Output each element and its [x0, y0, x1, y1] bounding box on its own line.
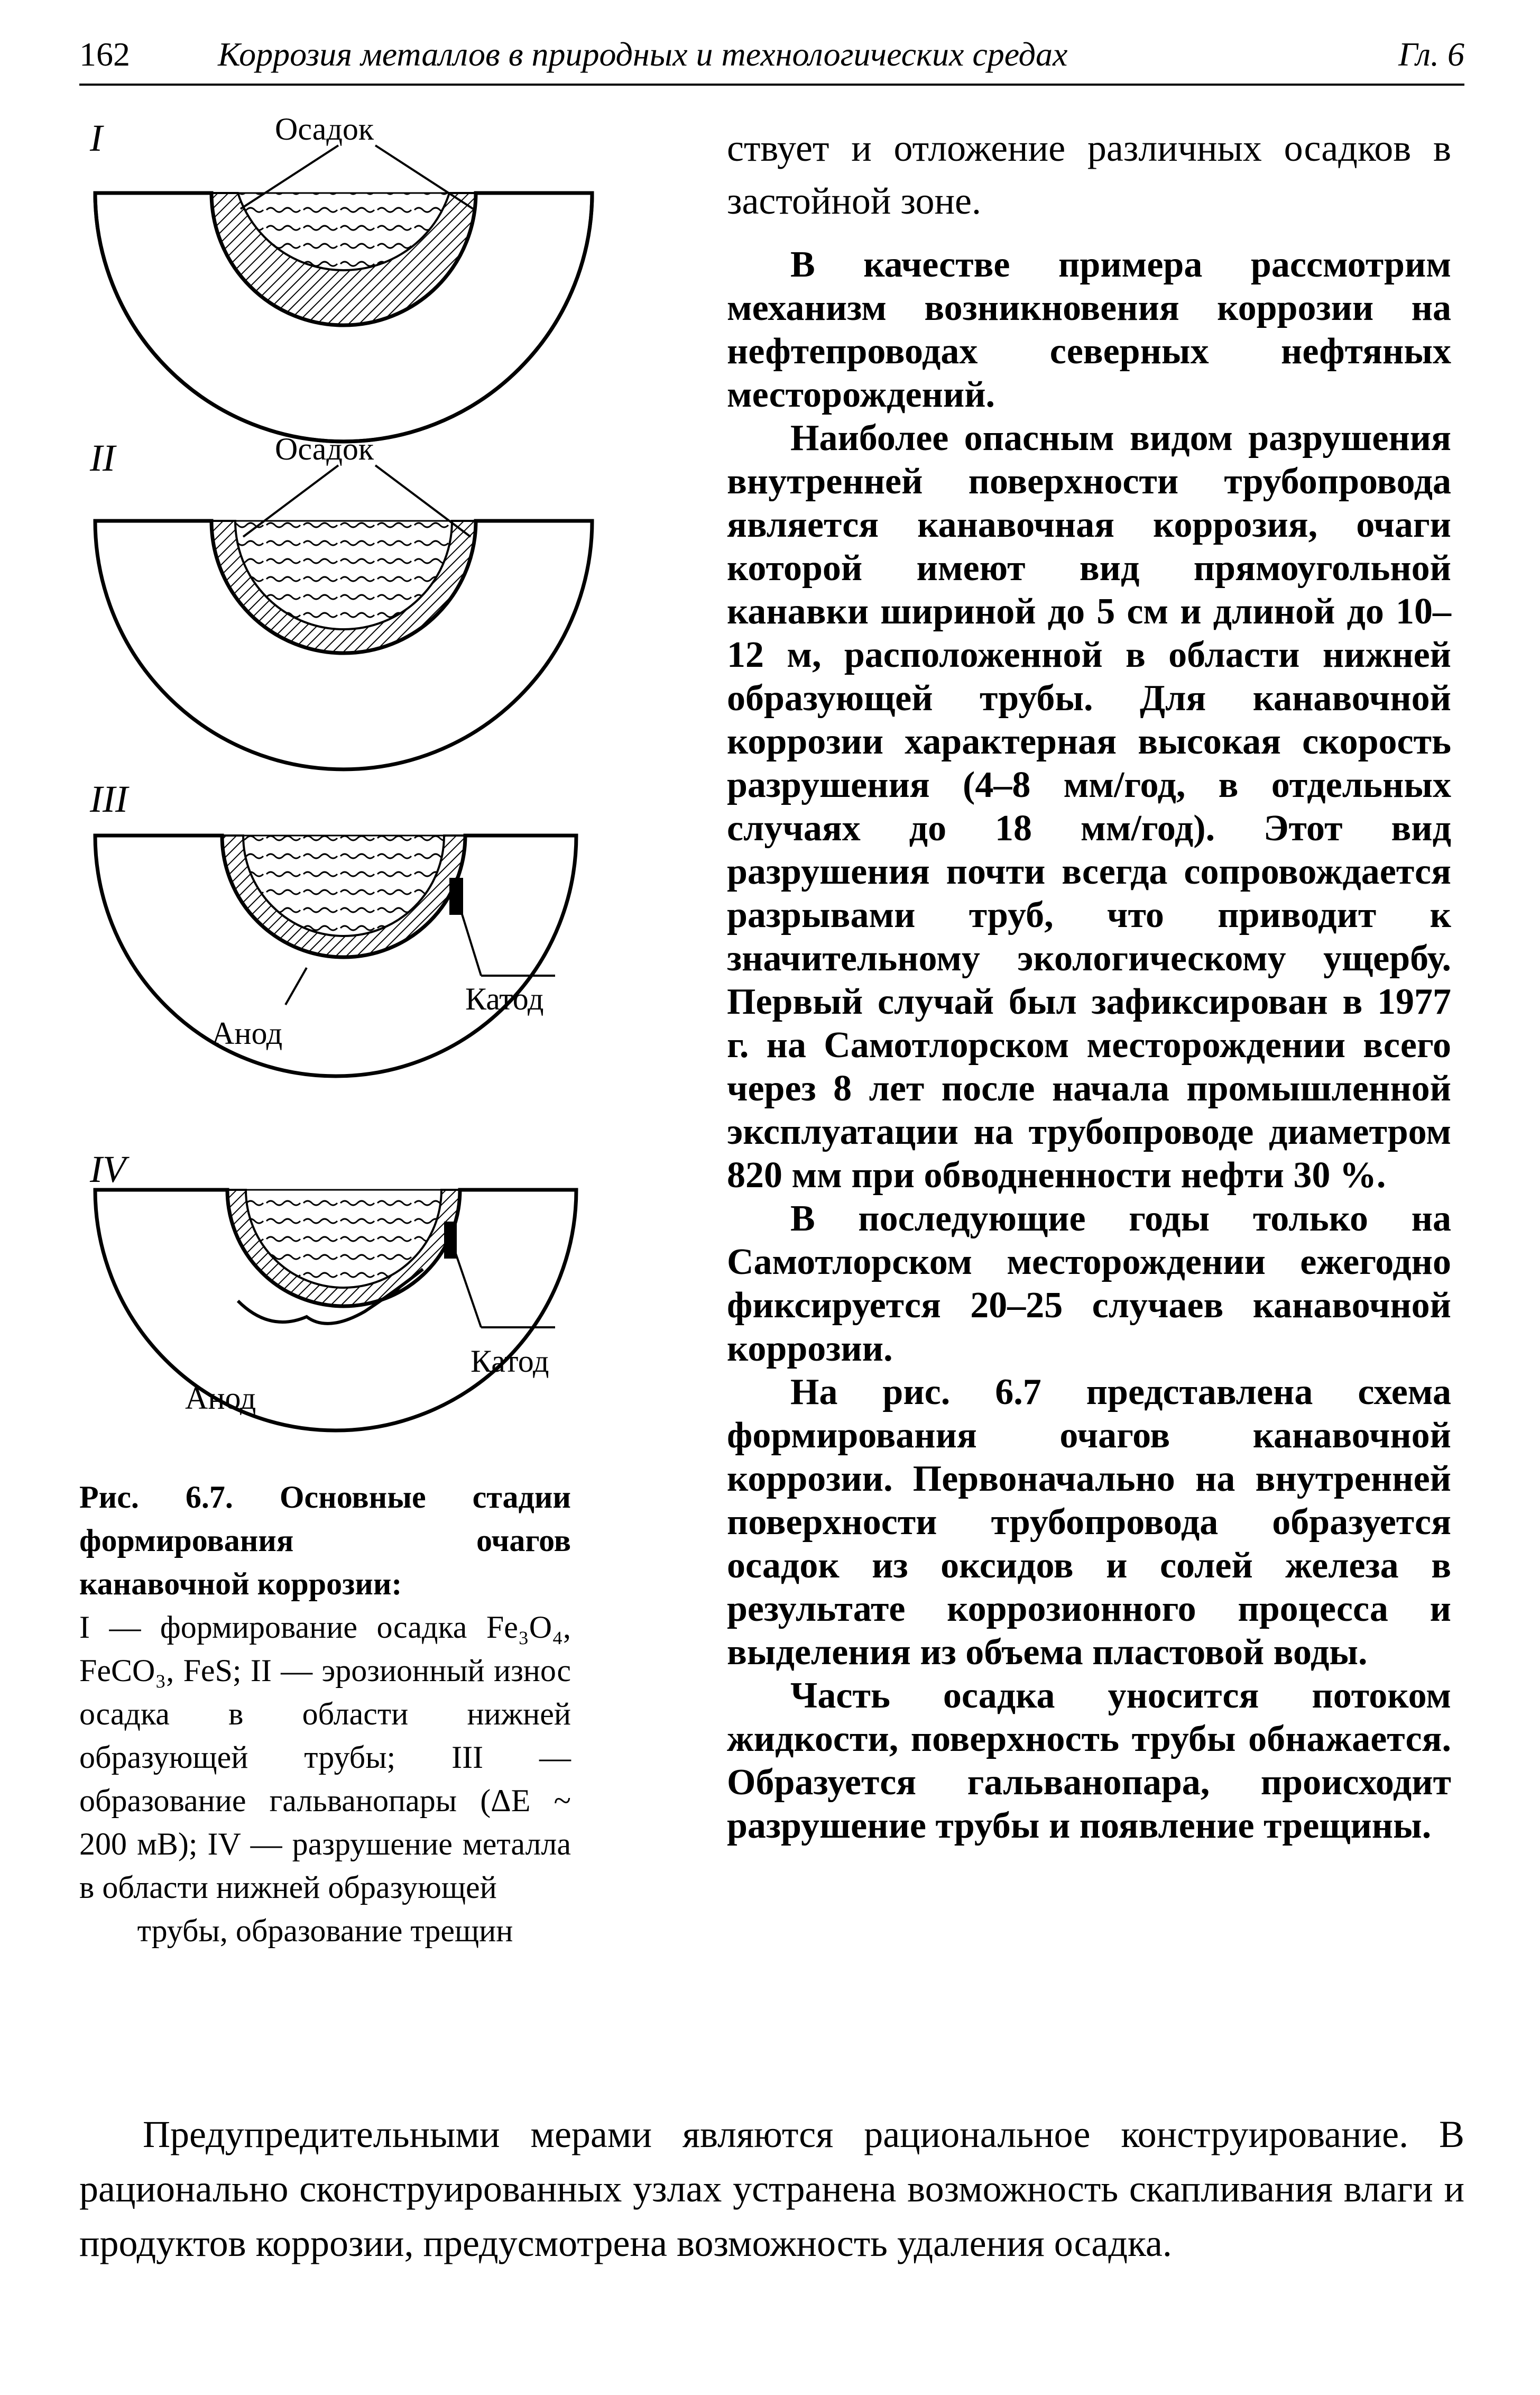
figure-caption	[79, 1475, 571, 1952]
stage-3-label-anode: Анод	[211, 1016, 283, 1051]
stage-3-drawing	[95, 836, 576, 1076]
caption-body: I — формирование осадка Fe₃O₄, FeCO₃, FeS; II — эрозионный износ осадка в области нижней образующей трубы; III — образование гальванопары (ΔE ~ 200 мВ); IV — разрушение металла в области нижней образующей	[79, 1610, 571, 1905]
figure-6-7	[79, 111, 608, 1449]
paragraph-4: На рис. 6.7 представлена схема формирования очагов канавочной коррозии. Первоначально на внутренней поверхности трубопровода образуется осадок из оксидов и солей железа в результате коррозионного процесса и выделения из объема пластовой воды.	[727, 1372, 1451, 1673]
caption-body-last-line: трубы, образование трещин	[137, 1913, 513, 1948]
stage-3-label-cathode: Катод	[465, 981, 544, 1016]
stage-2-numeral: II	[90, 437, 115, 479]
stage-2-label-sediment: Осадок	[275, 432, 374, 466]
chapter-label: Гл. 6	[1398, 35, 1464, 73]
figure-drawing	[79, 111, 608, 1449]
caption-title: Рис. 6.7. Основные стадии формирования очагов канавочной коррозии:	[79, 1480, 571, 1601]
stage-4-numeral: IV	[90, 1148, 126, 1190]
paragraph-5: Часть осадка уносится потоком жидкости, поверхность трубы обнажается. Образуется гальванопара, происходит разрушение трубы и появление трещины.	[727, 1675, 1451, 1846]
stage-3-numeral: III	[90, 778, 128, 820]
page-number: 162	[79, 35, 130, 73]
stage-4-label-cathode: Катод	[471, 1344, 549, 1379]
stage-4-label-anode: Анод	[185, 1381, 256, 1416]
stage-2-drawing	[95, 465, 592, 769]
stage-1-label-sediment: Осадок	[275, 112, 374, 146]
paragraph-2: Наиболее опасным видом разрушения внутренней поверхности трубопровода является канавочная коррозия, очаги которой имеют вид прямоугольной канавки шириной до 5 см и длиной до 10–12 м, расположенной в области нижней образующей трубы. Для канавочной коррозии характерная высокая скорость разрушения (4–8 мм/год, в отдельных случаях до 18 мм/год). Этот вид разрушения почти всегда сопровождается разрывами труб, что приводит к значительному экологическому ущербу. Первый случай был зафиксирован в 1977 г. на Самотлорском месторождении всего через 8 лет после начала промышленной эксплуатации на трубопроводе диаметром 820 мм при обводненности нефти 30 %.	[727, 418, 1451, 1196]
running-title: Коррозия металлов в природных и технологических средах	[218, 35, 1068, 73]
right-column	[727, 122, 1451, 1848]
paragraph-1: В качестве примера рассмотрим механизм возникновения коррозии на нефтепроводах северных нефтяных месторождений.	[727, 244, 1451, 415]
stage-1-drawing	[95, 145, 592, 442]
paragraph-3: В последующие годы только на Самотлорском месторождении ежегодно фиксируется 20–25 случаев канавочной коррозии.	[727, 1198, 1451, 1369]
page-header	[79, 31, 1464, 86]
bottom-paragraph: Предупредительными мерами являются рациональное конструирование. В рационально сконструированных узлах устранена возможность скапливания влаги и продуктов коррозии, предусмотрена возможность удаления осадка.	[79, 2113, 1464, 2264]
intro-paragraph: ствует и отложение различных осадков в застойной зоне.	[727, 127, 1451, 222]
stage-1-numeral: I	[90, 117, 103, 159]
stage-4-drawing	[95, 1190, 576, 1430]
